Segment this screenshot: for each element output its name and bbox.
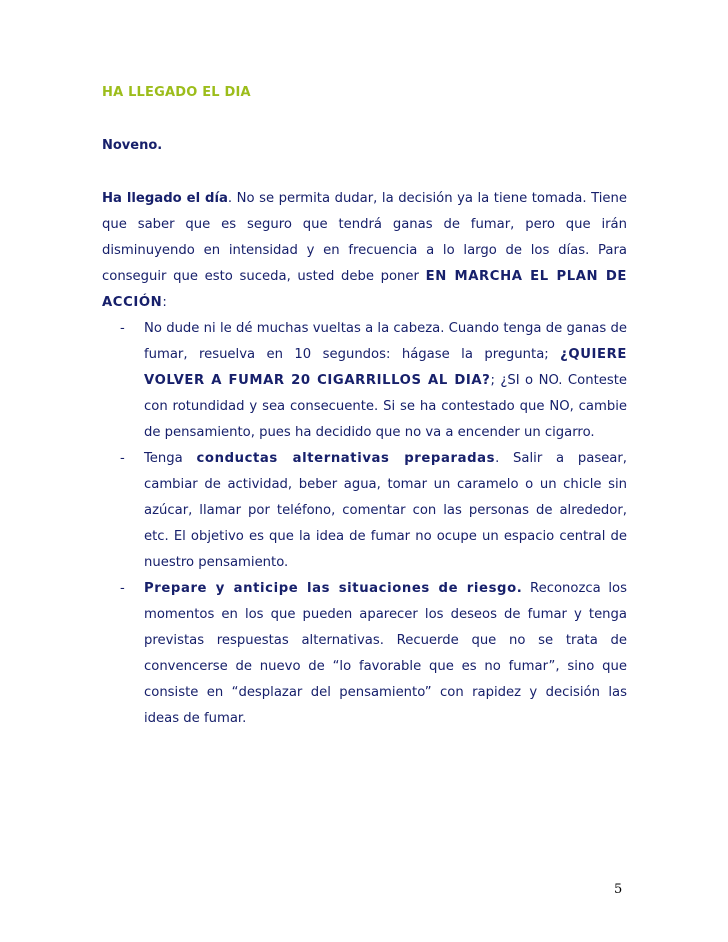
- item2-text-2: . Salir a pasear, cambiar de actividad, beber agua, tomar un caramelo o un chicle sin azúcar, llamar por teléfono, comentar con las personas de alrededor, etc. El objetivo es que la idea de fumar no ocupe un espacio central de nuestro pensamiento.: [144, 451, 628, 570]
- intro-lead-bold: Ha llegado el día: [102, 191, 228, 206]
- bullet-dash: -: [120, 581, 125, 596]
- intro-plan-bold: EN MARCHA EL PLAN DE ACCIÓN: [102, 269, 627, 310]
- list-item: [102, 576, 627, 732]
- intro-text-2: :: [162, 295, 167, 310]
- item3-bold: Prepare y anticipe las situaciones de riesgo.: [144, 581, 523, 596]
- section-heading: HA LLEGADO EL DIA: [102, 85, 251, 100]
- bullet-list: [102, 316, 627, 732]
- item1-question-bold: ¿QUIERE VOLVER A FUMAR 20 CIGARRILLOS AL DIA?: [144, 347, 627, 388]
- body-text: [102, 186, 627, 732]
- list-item: [102, 446, 627, 576]
- item2-bold: conductas alternativas preparadas: [196, 451, 496, 466]
- list-item: [102, 316, 627, 446]
- page-number: 5: [614, 882, 623, 897]
- intro-paragraph: [102, 186, 627, 316]
- bullet-dash: -: [120, 321, 125, 336]
- item3-text-1: Reconozca los momentos en los que pueden aparecer los deseos de fumar y tenga previstas respuestas alternativas. Recuerde que no se trata de convencerse de nuevo de “lo favorable que es no fumar”, sino que consiste en “desplazar del pensamiento” con rapidez y decisión las ideas de fumar.: [144, 581, 627, 726]
- item2-text-1: Tenga: [144, 451, 197, 466]
- bullet-dash: -: [120, 451, 125, 466]
- step-subheading: Noveno.: [102, 138, 163, 153]
- intro-text-1: . No se permita dudar, la decisión ya la tiene tomada. Tiene que saber que es seguro que tendrá ganas de fumar, pero que irán disminuyendo en intensidad y en frecuencia a lo largo de los días. Para conseguir que esto suceda, usted debe poner: [102, 191, 627, 284]
- item1-text-2: ; ¿SI o NO. Conteste con rotundidad y sea consecuente. Si se ha contestado que NO, cambie de pensamiento, pues ha decidido que no va a encender un cigarro.: [144, 373, 628, 440]
- item1-text-1: No dude ni le dé muchas vueltas a la cabeza. Cuando tenga de ganas de fumar, resuelva en 10 segundos: hágase la pregunta;: [144, 321, 627, 362]
